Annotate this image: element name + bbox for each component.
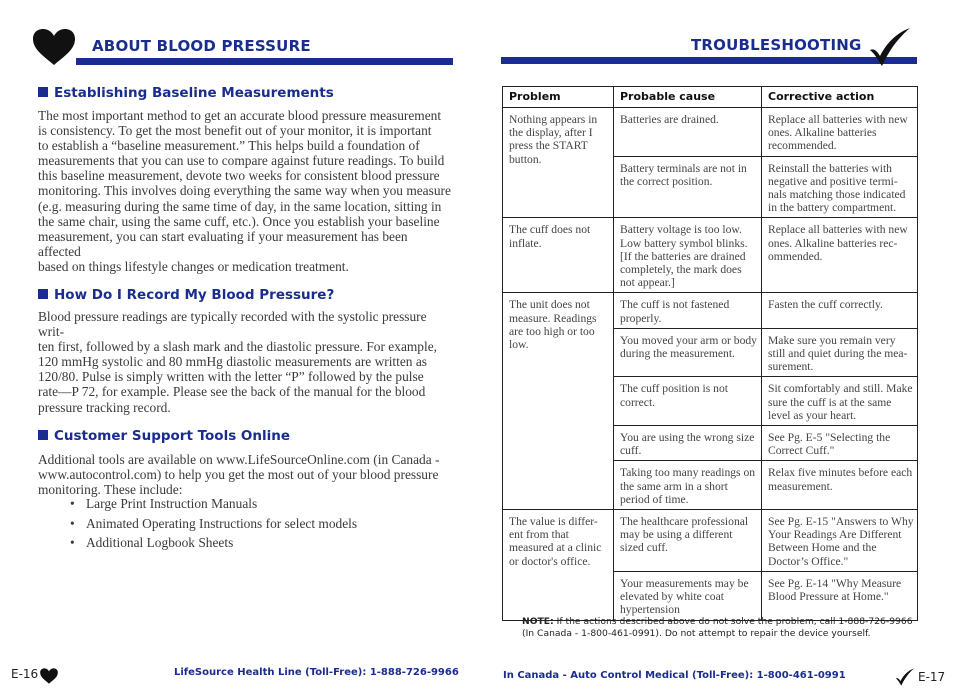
table-row	[503, 510, 918, 572]
heart-icon	[31, 28, 77, 66]
cause-cell: Batteries are drained.	[614, 108, 762, 157]
table-header-row	[503, 87, 918, 108]
action-cell: Make sure you remain very still and quiet during the mea-surement.	[762, 328, 918, 377]
column-header-action: Corrective action	[762, 87, 918, 108]
support-tools-list	[70, 494, 357, 553]
section-heading-record: How Do I Record My Blood Pressure?	[38, 287, 334, 303]
cause-cell: You are using the wrong size cuff.	[614, 426, 762, 461]
action-cell: Sit comfortably and still. Make sure the cuff is at the same level as your heart.	[762, 377, 918, 426]
list-item: • Animated Operating Instructions for select models	[70, 514, 357, 534]
action-cell: Relax five minutes before each measurement.	[762, 461, 918, 510]
checkmark-icon	[868, 26, 912, 68]
heart-icon	[39, 668, 59, 684]
cause-cell: The cuff position is not correct.	[614, 377, 762, 426]
cause-cell: Battery terminals are not in the correct position.	[614, 156, 762, 218]
action-cell: Fasten the cuff correctly.	[762, 293, 918, 328]
action-cell: See Pg. E-5 "Selecting the Correct Cuff."	[762, 426, 918, 461]
left-header-bar	[76, 58, 453, 65]
section-heading-support: Customer Support Tools Online	[38, 428, 290, 444]
action-cell: See Pg. E-14 "Why Measure Blood Pressure at Home."	[762, 571, 918, 620]
cause-cell: The healthcare professional may be using a different sized cuff.	[614, 510, 762, 572]
cause-cell: The cuff is not fastened properly.	[614, 293, 762, 328]
column-header-problem: Problem	[503, 87, 614, 108]
cause-cell: Taking too many readings on the same arm in a short period of time.	[614, 461, 762, 510]
left-header-title: ABOUT BLOOD PRESSURE	[92, 37, 311, 55]
troubleshooting-table	[502, 86, 918, 621]
paragraph-baseline: The most important method to get an accurate blood pressure measurement is consistency. To get the most benefit out of your monitor, it is important to establish a “baseline measurement.” This helps build a foundation of measurements that you can use to compare against future readings. To build this baseline measurement, devote two weeks for consistent blood pressure monitoring. This involves doing everything the same way when you measure (e.g. measuring during the same time of day, in the same location, sitting in the same chair, using the same cuff, etc.). Once you establish your baseline measurement, you can start evaluating if your measurement has been affected based on things lifestyle changes or medication treatment.	[38, 108, 451, 274]
square-bullet-icon	[38, 87, 48, 97]
note-label: NOTE:	[522, 616, 554, 627]
cause-cell: Battery voltage is too low. Low battery symbol blinks. [If the batteries are drained completely, the mark does not appear.]	[614, 218, 762, 293]
action-cell: Replace all batteries with new ones. Alkaline batteries recommended.	[762, 108, 918, 157]
note-text: If the actions described above do not solve the problem, call 1-888-726-9966 (In Canada - 1-800-461-0991). Do not attempt to repair the device yourself.	[522, 616, 913, 639]
problem-cell: The value is differ-ent from that measured at a clinic or doctor's office.	[503, 510, 614, 620]
troubleshooting-note	[522, 616, 916, 640]
problem-cell: The cuff does not inflate.	[503, 218, 614, 293]
left-page-number: E-16	[11, 667, 39, 681]
section-heading-baseline: Establishing Baseline Measurements	[38, 85, 334, 101]
right-header-title: TROUBLESHOOTING	[691, 36, 862, 54]
list-item: • Additional Logbook Sheets	[70, 533, 357, 553]
square-bullet-icon	[38, 430, 48, 440]
square-bullet-icon	[38, 289, 48, 299]
cause-cell: You moved your arm or body during the measurement.	[614, 328, 762, 377]
right-footer-text: In Canada - Auto Control Medical (Toll-Free): 1-800-461-0991	[503, 670, 846, 681]
paragraph-record: Blood pressure readings are typically recorded with the systolic pressure writ- ten first, followed by a slash mark and the diastolic pressure. For example, 120 mmHg systolic and 80 mmHg diastolic measurements are written as 120/80. Pulse is simply written with the letter “P” followed by the pulse rate—P 72, for example. Please see the back of the manual for the blood pressure tracking record.	[38, 309, 438, 415]
list-item: • Large Print Instruction Manuals	[70, 494, 357, 514]
action-cell: Reinstall the batteries with negative and positive termi-nals matching those indicated in the battery compartment.	[762, 156, 918, 218]
checkmark-icon	[895, 667, 915, 687]
cause-cell: Your measurements may be elevated by white coat hypertension	[614, 571, 762, 620]
action-cell: Replace all batteries with new ones. Alkaline batteries rec-ommended.	[762, 218, 918, 293]
right-page-number: E-17	[918, 670, 946, 684]
problem-cell: The unit does not measure. Readings are too high or too low.	[503, 293, 614, 510]
action-cell: See Pg. E-15 "Answers to Why Your Readings Are Different Between Home and the Doctor’s Office."	[762, 510, 918, 572]
problem-cell: Nothing appears in the display, after I press the START button.	[503, 108, 614, 218]
table-row	[503, 218, 918, 293]
table-row	[503, 108, 918, 157]
column-header-cause: Probable cause	[614, 87, 762, 108]
paragraph-support: Additional tools are available on www.LifeSourceOnline.com (in Canada - www.autocontrol.com) to help you get the most out of your blood pressure monitoring. These include:	[38, 452, 440, 498]
left-footer-text: LifeSource Health Line (Toll-Free): 1-888-726-9966	[174, 667, 459, 678]
table-row	[503, 293, 918, 328]
right-header-bar	[501, 57, 917, 64]
